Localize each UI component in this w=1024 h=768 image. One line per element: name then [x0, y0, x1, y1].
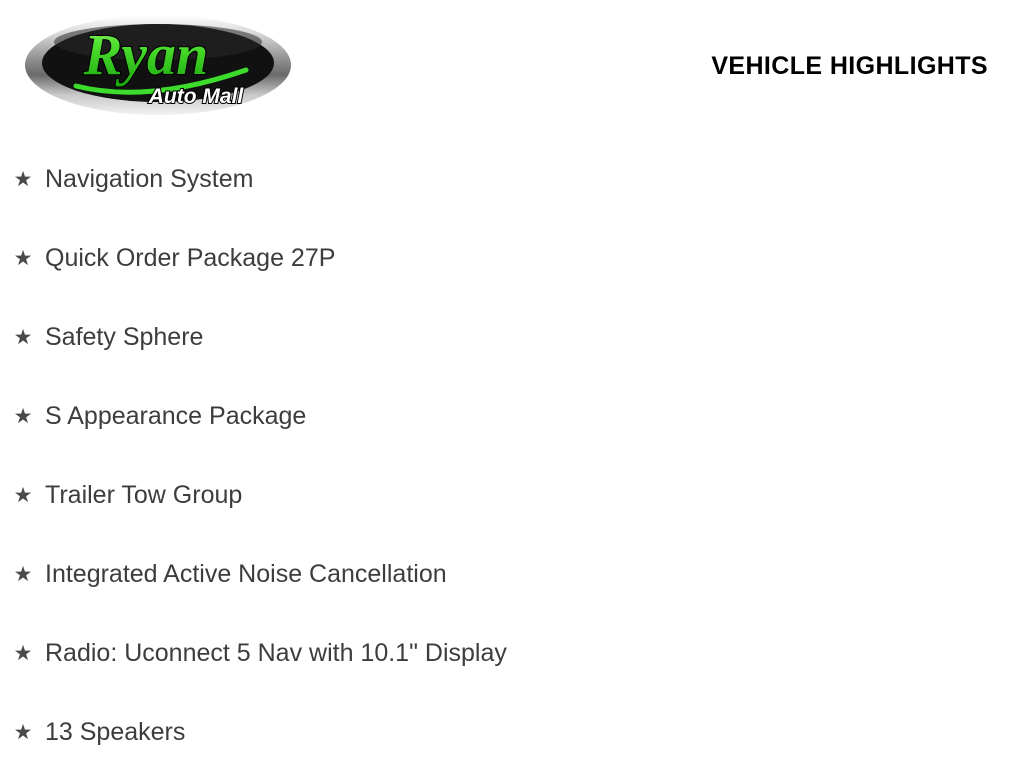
highlight-label: Integrated Active Noise Cancellation [45, 560, 447, 588]
page-header [0, 0, 1024, 130]
svg-text:Ryan: Ryan [83, 22, 209, 87]
highlight-label: Quick Order Package 27P [45, 244, 336, 272]
list-item [0, 140, 1024, 219]
highlight-label: 13 Speakers [45, 718, 186, 746]
vehicle-highlights-list [0, 140, 1024, 768]
svg-text:Auto Mall: Auto Mall [148, 85, 244, 108]
star-icon: ★ [13, 247, 33, 270]
highlight-label: Safety Sphere [45, 323, 204, 351]
star-icon: ★ [13, 563, 33, 586]
star-icon: ★ [13, 484, 33, 507]
star-icon: ★ [13, 326, 33, 349]
list-item [0, 219, 1024, 298]
star-icon: ★ [13, 721, 33, 744]
list-item [0, 456, 1024, 535]
highlight-label: Navigation System [45, 165, 254, 193]
list-item [0, 614, 1024, 693]
ryan-auto-mall-logo-icon [18, 8, 298, 123]
list-item [0, 535, 1024, 614]
highlight-label: Radio: Uconnect 5 Nav with 10.1" Display [45, 639, 507, 667]
highlight-label: S Appearance Package [45, 402, 307, 430]
star-icon: ★ [13, 642, 33, 665]
star-icon: ★ [13, 168, 33, 191]
list-item [0, 298, 1024, 377]
list-item [0, 377, 1024, 456]
highlight-label: Trailer Tow Group [45, 481, 243, 509]
star-icon: ★ [13, 405, 33, 428]
list-item [0, 693, 1024, 768]
page-title: VEHICLE HIGHLIGHTS [711, 52, 988, 80]
